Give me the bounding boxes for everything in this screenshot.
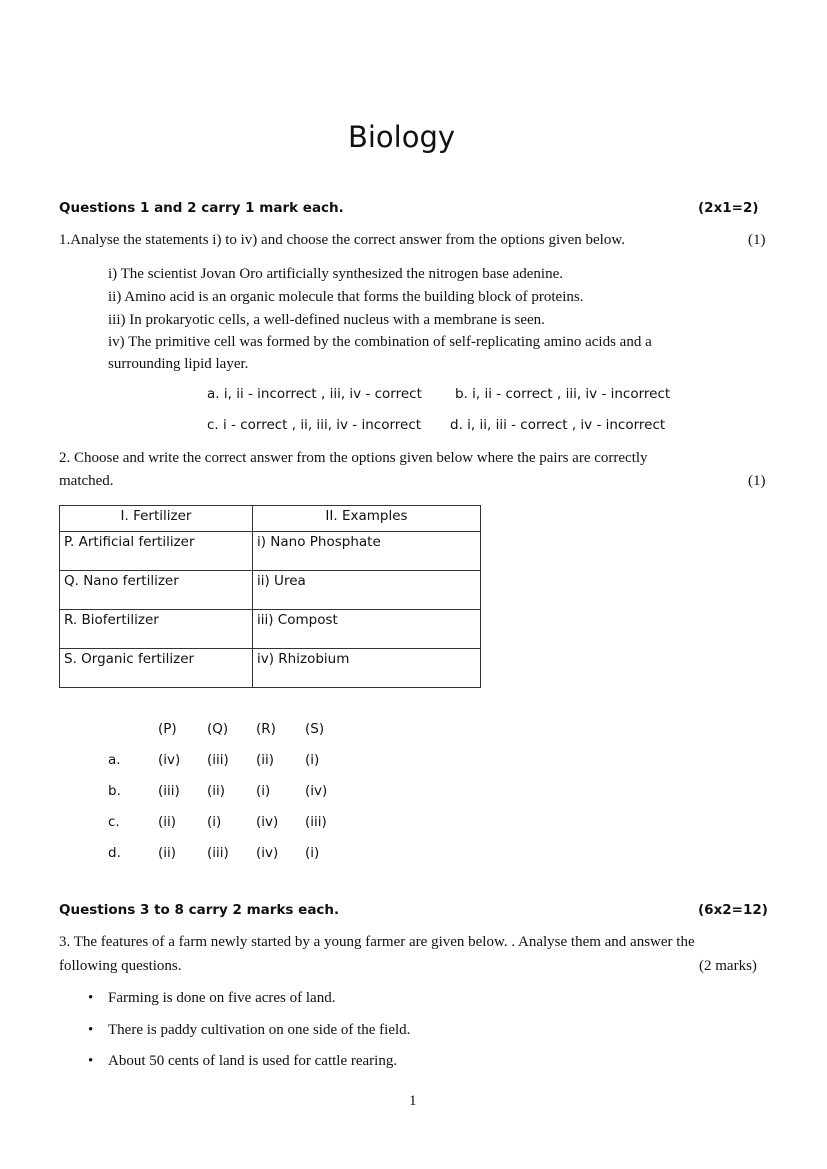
q1-statement: iv) The primitive cell was formed by the combination of self-replicating amino acids and a (108, 334, 652, 350)
option-value: (iv) (256, 844, 279, 861)
page-title: Biology (347, 120, 456, 154)
table-header-cell: I. Fertilizer (60, 506, 253, 532)
option-value: (iv) (305, 782, 328, 799)
option-value: (ii) (158, 844, 177, 861)
table-cell: i) Nano Phosphate (253, 532, 481, 571)
section2-heading: Questions 3 to 8 carry 2 marks each. (59, 902, 340, 918)
q1-text: 1.Analyse the statements i) to iv) and choose the correct answer from the options given below. (59, 232, 625, 248)
section1-heading: Questions 1 and 2 carry 1 mark each. (59, 200, 344, 216)
option-header: (Q) (207, 720, 229, 737)
option-value: (iii) (305, 813, 327, 830)
option-value: (ii) (256, 751, 275, 768)
table-cell: R. Biofertilizer (60, 610, 253, 649)
option-row (108, 775, 354, 806)
q3-bullet: About 50 cents of land is used for cattle rearing. (108, 1053, 398, 1069)
q1-statement: ii) Amino acid is an organic molecule that forms the building block of proteins. (108, 289, 584, 305)
q1-statement: iii) In prokaryotic cells, a well-defined nucleus with a membrane is seen. (108, 312, 545, 328)
option-label: c. (108, 813, 120, 830)
option-value: (ii) (207, 782, 226, 799)
option-value: (iv) (158, 751, 181, 768)
option-header: (S) (305, 720, 325, 737)
option-header: (P) (158, 720, 177, 737)
option-row (108, 806, 354, 837)
option-value: (i) (305, 751, 320, 768)
table-cell: iv) Rhizobium (253, 649, 481, 688)
section2-marks: (6x2=12) (698, 902, 768, 918)
table-cell: ii) Urea (253, 571, 481, 610)
option-header-row (108, 713, 354, 744)
q3-marks: (2 marks) (699, 958, 757, 974)
option-label: b. (108, 782, 121, 799)
q3-bullet: Farming is done on five acres of land. (108, 990, 336, 1006)
page-number: 1 (409, 1093, 417, 1109)
option-row (108, 744, 354, 775)
option-value: (i) (305, 844, 320, 861)
q1-option-d: d. i, ii, iii - correct , iv - incorrect (450, 417, 666, 433)
q3-bullet: There is paddy cultivation on one side of the field. (108, 1022, 411, 1038)
q1-statement: i) The scientist Jovan Oro artificially synthesized the nitrogen base adenine. (108, 266, 564, 282)
q3-text-cont: following questions. (59, 958, 182, 974)
q1-marks: (1) (748, 232, 766, 248)
option-label: d. (108, 844, 121, 861)
q1-statement: surrounding lipid layer. (108, 356, 249, 372)
option-value: (iii) (207, 751, 229, 768)
q3-text: 3. The features of a farm newly started by a young farmer are given below. . Analyse them and answer the (59, 934, 695, 950)
table-header-cell: II. Examples (253, 506, 481, 532)
table-row (60, 571, 481, 610)
table-cell: Q. Nano fertilizer (60, 571, 253, 610)
section1-marks: (2x1=2) (698, 200, 759, 216)
option-value: (iii) (207, 844, 229, 861)
option-value: (iii) (158, 782, 180, 799)
table-row (60, 649, 481, 688)
q1-option-b: b. i, ii - correct , iii, iv - incorrect (455, 386, 671, 402)
bullet-icon: • (88, 1053, 94, 1069)
q2-text-cont: matched. (59, 473, 114, 489)
q2-options (108, 713, 354, 868)
fertilizer-table (59, 505, 481, 688)
option-value: (iv) (256, 813, 279, 830)
table-cell: S. Organic fertilizer (60, 649, 253, 688)
q2-marks: (1) (748, 473, 766, 489)
option-value: (i) (207, 813, 222, 830)
option-header: (R) (256, 720, 276, 737)
q1-option-a: a. i, ii - incorrect , iii, iv - correct (207, 386, 422, 402)
bullet-icon: • (88, 990, 94, 1006)
table-row (60, 610, 481, 649)
table-cell: iii) Compost (253, 610, 481, 649)
q1-option-c: c. i - correct , ii, iii, iv - incorrect (207, 417, 422, 433)
option-row (108, 837, 354, 868)
table-cell: P. Artificial fertilizer (60, 532, 253, 571)
option-value: (i) (256, 782, 271, 799)
bullet-icon: • (88, 1022, 94, 1038)
q2-text: 2. Choose and write the correct answer from the options given below where the pairs are correctly (59, 450, 648, 466)
table-row (60, 532, 481, 571)
option-value: (ii) (158, 813, 177, 830)
table-header-row (60, 506, 481, 532)
option-label: a. (108, 751, 121, 768)
